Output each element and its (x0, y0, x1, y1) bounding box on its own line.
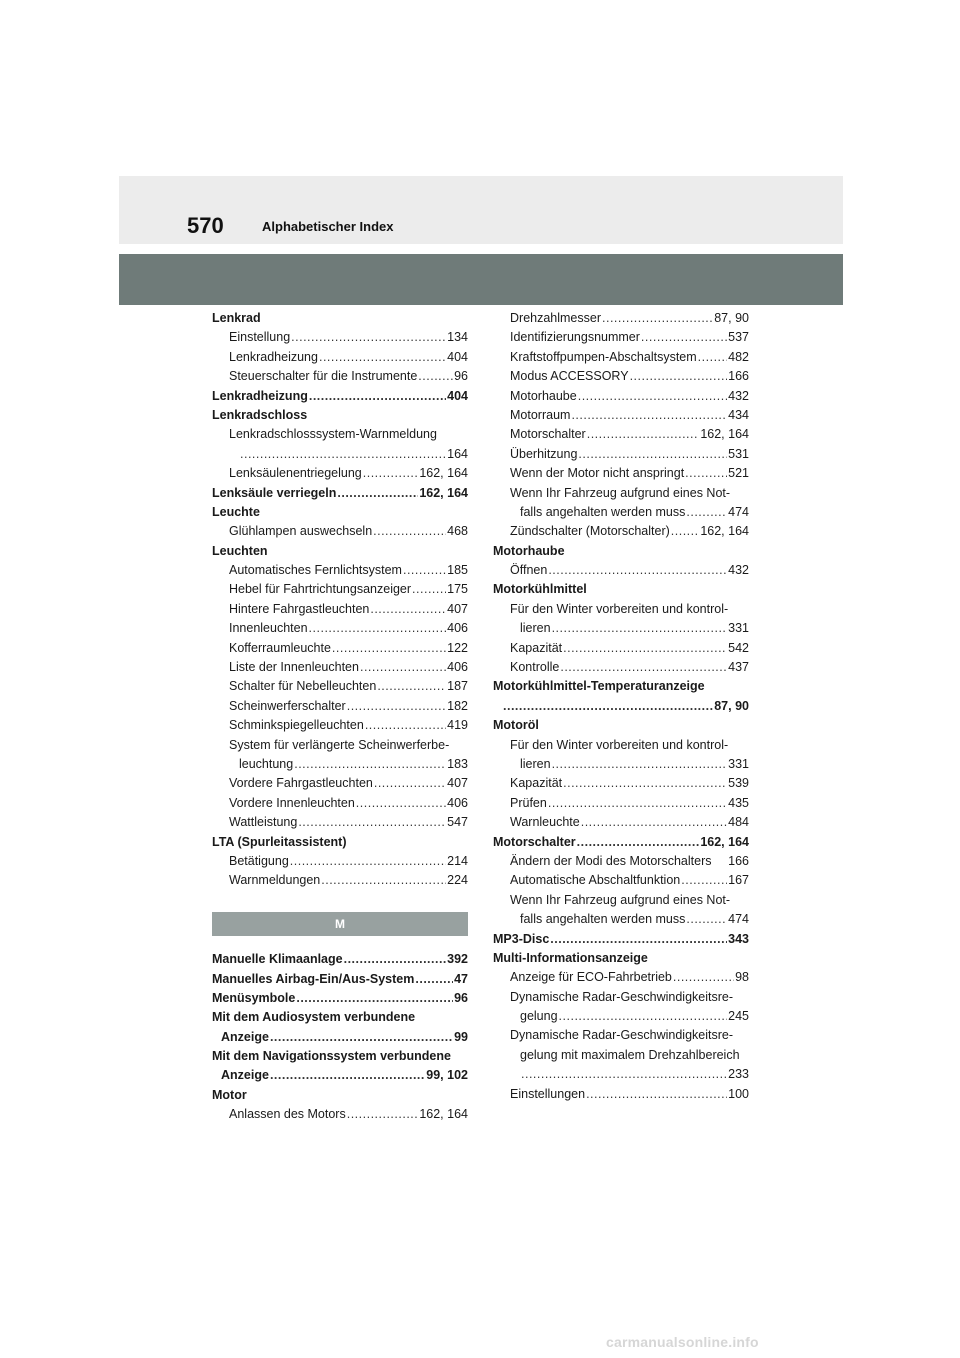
dot-leader (586, 1085, 727, 1104)
entry-term: Mit dem Navigationssystem verbundene (212, 1049, 451, 1064)
index-list-l (212, 309, 468, 891)
entry-term: Lenkradschlosssystem-Warnmeldung (229, 427, 437, 442)
index-entry (212, 716, 468, 735)
entry-term: Überhitzung (510, 446, 578, 461)
index-entry (212, 348, 468, 367)
dot-leader (578, 387, 727, 406)
dot-leader (548, 794, 727, 813)
entry-page-ref: 98 (735, 970, 749, 985)
dot-leader (298, 813, 446, 832)
entry-term: lieren (520, 756, 551, 771)
entry-term: gelung mit maximalem Drehzahlbereich (520, 1047, 740, 1062)
index-entry (493, 561, 749, 580)
dot-leader (548, 561, 727, 580)
index-entry (212, 852, 468, 871)
index-entry (493, 522, 749, 541)
entry-page-ref: 435 (728, 795, 749, 810)
index-entry (493, 600, 749, 619)
index-entry (212, 1028, 468, 1047)
dot-leader (552, 755, 728, 774)
entry-term: Manuelle Klimaanlage (212, 952, 343, 967)
index-entry (212, 406, 468, 425)
entry-page-ref: 542 (728, 640, 749, 655)
index-entry (493, 425, 749, 444)
dot-leader (377, 677, 446, 696)
entry-term: Manuelles Airbag-Ein/Aus-System (212, 971, 415, 986)
index-entry (493, 503, 749, 522)
index-entry (212, 387, 468, 406)
index-entry (212, 658, 468, 677)
entry-page-ref: 87, 90 (714, 698, 749, 713)
entry-term: Für den Winter vorbereiten und kontrol- (510, 737, 729, 752)
dot-leader (240, 445, 446, 464)
dot-leader (571, 406, 727, 425)
dot-leader (365, 716, 446, 735)
entry-term: Anzeige (221, 1068, 269, 1083)
entry-term: Kapazität (510, 776, 563, 791)
entry-page-ref: 419 (447, 718, 468, 733)
entry-page-ref: 122 (447, 640, 468, 655)
dot-leader (321, 871, 446, 890)
entry-term: Zündschalter (Motorschalter) (510, 524, 670, 539)
index-column-left (212, 309, 468, 1125)
index-entry (493, 1007, 749, 1026)
entry-term: Betätigung (229, 853, 289, 868)
entry-page-ref: 331 (728, 621, 749, 636)
entry-page-ref: 99 (454, 1029, 468, 1044)
entry-term: Steuerschalter für die Instrumente (229, 369, 418, 384)
index-entry (493, 387, 749, 406)
index-entry (493, 949, 749, 968)
entry-term: Dynamische Radar-Geschwindigkeitsre- (510, 1028, 733, 1043)
entry-term: Motorhaube (510, 388, 577, 403)
entry-term: Warnleuchte (510, 815, 580, 830)
entry-term: Motorraum (510, 407, 571, 422)
entry-term: Motorschalter (493, 834, 576, 849)
entry-page-ref: 96 (454, 369, 468, 384)
watermark: carmanualsonline.info (606, 1334, 759, 1350)
dot-leader (363, 464, 419, 483)
entry-page-ref: 547 (447, 815, 468, 830)
dot-leader (578, 445, 727, 464)
index-entry (493, 619, 749, 638)
dot-leader (686, 910, 727, 929)
entry-term: lieren (520, 621, 551, 636)
index-entry (212, 794, 468, 813)
entry-page-ref: 468 (447, 524, 468, 539)
index-entry (212, 1047, 468, 1066)
entry-term: Lenkradheizung (212, 388, 308, 403)
index-entry (493, 1065, 749, 1084)
entry-page-ref: 162, 164 (700, 834, 749, 849)
index-entry (212, 464, 468, 483)
entry-term: Menüsymbole (212, 990, 296, 1005)
dot-leader (563, 774, 727, 793)
entry-term: Schalter für Nebelleuchten (229, 679, 377, 694)
dot-leader (270, 1066, 425, 1085)
entry-term: Ändern der Modi des Motorschalters (510, 853, 712, 868)
dot-leader (560, 658, 727, 677)
entry-term: Liste der Innenleuchten (229, 660, 359, 675)
index-column-right (493, 309, 749, 1104)
entry-term: System für verlängerte Scheinwerferbe- (229, 737, 450, 752)
dot-leader (552, 619, 728, 638)
entry-term: Motor (212, 1087, 247, 1102)
entry-term: Motoröl (493, 718, 539, 733)
entry-term: Automatische Abschaltfunktion (510, 873, 681, 888)
entry-term: Vordere Fahrgastleuchten (229, 776, 373, 791)
entry-term: Lenksäule verriegeln (212, 485, 337, 500)
dot-leader (698, 348, 727, 367)
index-entry (212, 677, 468, 696)
dot-leader (641, 328, 727, 347)
entry-page-ref: 531 (728, 446, 749, 461)
entry-term: Dynamische Radar-Geschwindigkeitsre- (510, 989, 733, 1004)
index-entry (212, 755, 468, 774)
dot-leader (521, 1065, 727, 1084)
dot-leader (587, 425, 700, 444)
entry-page-ref: 185 (447, 563, 468, 578)
index-entry (493, 833, 749, 852)
dot-leader (577, 833, 700, 852)
entry-page-ref: 164 (447, 446, 468, 461)
entry-page-ref: 392 (447, 952, 468, 967)
entry-term: Schminkspiegelleuchten (229, 718, 364, 733)
index-entry (212, 600, 468, 619)
dot-leader (309, 387, 446, 406)
entry-term: Einstellung (229, 330, 291, 345)
dot-leader (418, 367, 453, 386)
entry-term: Lenkrad (212, 311, 261, 325)
entry-term: Motorkühlmittel (493, 582, 587, 597)
index-entry (493, 852, 749, 871)
dot-leader (559, 1007, 728, 1026)
entry-page-ref: 187 (447, 679, 468, 694)
dot-leader (270, 1028, 453, 1047)
index-entry (212, 813, 468, 832)
entry-term: LTA (Spurleitassistent) (212, 834, 347, 849)
header-band (119, 254, 843, 305)
index-entry (212, 328, 468, 347)
index-entry (493, 677, 749, 696)
entry-term: Scheinwerferschalter (229, 698, 346, 713)
entry-page-ref: 224 (447, 873, 468, 888)
entry-term: Einstellungen (510, 1086, 586, 1101)
index-entry (493, 367, 749, 386)
entry-page-ref: 166 (728, 853, 749, 868)
entry-term: Motorschalter (510, 427, 586, 442)
index-entry (493, 1026, 749, 1045)
index-entry (212, 871, 468, 890)
entry-page-ref: 474 (728, 912, 749, 927)
index-list-m (212, 950, 468, 1125)
index-entry (493, 716, 749, 735)
dot-leader (630, 367, 728, 386)
entry-page-ref: 406 (447, 795, 468, 810)
index-list-m-continued (493, 309, 749, 1104)
dot-leader (602, 309, 713, 328)
entry-term: Anzeige (221, 1029, 269, 1044)
entry-term: Multi-Informationsanzeige (493, 950, 648, 965)
entry-term: Leuchten (212, 543, 268, 558)
dot-leader (673, 968, 734, 987)
entry-page-ref: 183 (447, 756, 468, 771)
dot-leader (415, 970, 453, 989)
entry-term: Automatisches Fernlichtsystem (229, 563, 402, 578)
dot-leader (356, 794, 446, 813)
index-entry (212, 309, 468, 328)
index-entry (212, 522, 468, 541)
entry-term: Anzeige für ECO-Fahrbetrieb (510, 970, 672, 985)
index-entry (493, 930, 749, 949)
entry-term: Modus ACCESSORY (510, 369, 629, 384)
entry-page-ref: 47 (454, 971, 468, 986)
index-entry (493, 580, 749, 599)
entry-page-ref: 175 (447, 582, 468, 597)
entry-term: Wattleistung (229, 815, 298, 830)
index-entry (493, 542, 749, 561)
dot-leader (374, 774, 446, 793)
index-entry (493, 348, 749, 367)
entry-page-ref: 87, 90 (714, 311, 749, 325)
index-entry (212, 561, 468, 580)
entry-term: Kapazität (510, 640, 563, 655)
index-entry (212, 445, 468, 464)
index-entry (212, 639, 468, 658)
index-entry (212, 367, 468, 386)
index-entry (212, 1105, 468, 1124)
entry-page-ref: 432 (728, 563, 749, 578)
entry-page-ref: 162, 164 (419, 485, 468, 500)
index-entry (493, 445, 749, 464)
entry-term: Prüfen (510, 795, 547, 810)
index-entry (212, 833, 468, 852)
entry-term: Warnmeldungen (229, 873, 321, 888)
entry-page-ref: 432 (728, 388, 749, 403)
entry-term: falls angehalten werden muss (520, 912, 686, 927)
dot-leader (332, 639, 446, 658)
entry-page-ref: 434 (728, 407, 749, 422)
index-entry (493, 484, 749, 503)
index-entry (212, 950, 468, 969)
dot-leader (294, 755, 446, 774)
entry-page-ref: 404 (447, 349, 468, 364)
page-number: 570 (187, 213, 224, 238)
index-entry (493, 968, 749, 987)
entry-page-ref: 484 (728, 815, 749, 830)
entry-page-ref: 162, 164 (700, 427, 749, 442)
index-entry (212, 425, 468, 444)
entry-page-ref: 482 (728, 349, 749, 364)
index-entry (493, 794, 749, 813)
index-entry (212, 697, 468, 716)
dot-leader (686, 503, 727, 522)
index-entry (493, 755, 749, 774)
entry-term: Wenn Ihr Fahrzeug aufgrund eines Not- (510, 892, 731, 907)
letter-band-label: M (335, 917, 345, 932)
entry-page-ref: 134 (447, 330, 468, 345)
dot-leader (503, 697, 713, 716)
entry-page-ref: 182 (447, 698, 468, 713)
entry-page-ref: 214 (447, 853, 468, 868)
entry-term: Mit dem Audiosystem verbundene (212, 1010, 416, 1025)
index-entry (493, 871, 749, 890)
index-entry (493, 639, 749, 658)
index-entry (493, 736, 749, 755)
index-entry (212, 503, 468, 522)
entry-term: Motorkühlmittel-Temperaturanzeige (493, 679, 705, 694)
entry-page-ref: 407 (447, 776, 468, 791)
entry-page-ref: 162, 164 (419, 466, 468, 481)
index-entry (212, 1008, 468, 1027)
index-entry (493, 406, 749, 425)
entry-term: falls angehalten werden muss (520, 504, 686, 519)
dot-leader (671, 522, 700, 541)
entry-page-ref: 343 (728, 931, 749, 946)
index-entry (212, 1066, 468, 1085)
entry-page-ref: 162, 164 (419, 1107, 468, 1122)
entry-page-ref: 407 (447, 601, 468, 616)
entry-term: Lenkradschloss (212, 407, 308, 422)
dot-leader (373, 522, 446, 541)
entry-term: Lenksäulenentriegelung (229, 466, 362, 481)
entry-term: leuchtung (239, 756, 294, 771)
dot-leader (685, 464, 727, 483)
dot-leader (370, 600, 446, 619)
entry-term: Innenleuchten (229, 621, 308, 636)
dot-leader (563, 639, 727, 658)
dot-leader (347, 1105, 419, 1124)
entry-term: gelung (520, 1009, 558, 1024)
entry-term: Leuchte (212, 504, 260, 519)
entry-page-ref: 162, 164 (700, 524, 749, 539)
entry-term: MP3-Disc (493, 931, 550, 946)
entry-page-ref: 474 (728, 504, 749, 519)
entry-page-ref: 167 (728, 873, 749, 888)
index-entry (493, 309, 749, 328)
index-entry (212, 774, 468, 793)
dot-leader (296, 989, 453, 1008)
entry-term: Kontrolle (510, 660, 560, 675)
entry-page-ref: 406 (447, 621, 468, 636)
entry-page-ref: 331 (728, 756, 749, 771)
entry-page-ref: 521 (728, 466, 749, 481)
entry-page-ref: 96 (454, 990, 468, 1005)
entry-page-ref: 100 (728, 1086, 749, 1101)
index-entry (212, 1086, 468, 1105)
index-entry (493, 1085, 749, 1104)
entry-page-ref: 166 (728, 369, 749, 384)
page-header (119, 176, 843, 244)
dot-leader (290, 852, 446, 871)
entry-term: Kraftstoffpumpen-Abschaltsystem (510, 349, 697, 364)
index-entry (493, 910, 749, 929)
entry-term: Wenn der Motor nicht anspringt (510, 466, 685, 481)
index-entry (493, 464, 749, 483)
dot-leader (347, 697, 446, 716)
entry-page-ref: 437 (728, 660, 749, 675)
section-title: Alphabetischer Index (262, 219, 394, 234)
entry-term: Drehzahlmesser (510, 311, 602, 325)
entry-term: Hebel für Fahrtrichtungsanzeiger (229, 582, 412, 597)
dot-leader (403, 561, 446, 580)
dot-leader (344, 950, 447, 969)
entry-page-ref: 537 (728, 330, 749, 345)
index-entry (493, 891, 749, 910)
index-entry (493, 328, 749, 347)
dot-leader (291, 328, 446, 347)
index-entry (212, 736, 468, 755)
dot-leader (550, 930, 727, 949)
entry-page-ref: 245 (728, 1009, 749, 1024)
entry-term: Für den Winter vorbereiten und kontrol- (510, 601, 729, 616)
entry-term: Wenn Ihr Fahrzeug aufgrund eines Not- (510, 485, 731, 500)
letter-band-m (212, 912, 468, 936)
index-entry (493, 774, 749, 793)
index-entry (212, 580, 468, 599)
entry-page-ref: 99, 102 (426, 1068, 468, 1083)
dot-leader (581, 813, 727, 832)
dot-leader (337, 484, 418, 503)
index-entry (212, 484, 468, 503)
entry-term: Öffnen (510, 563, 548, 578)
entry-term: Motorhaube (493, 543, 565, 558)
dot-leader (309, 619, 447, 638)
entry-page-ref: 233 (728, 1067, 749, 1082)
entry-term: Vordere Innenleuchten (229, 795, 355, 810)
index-entry (212, 619, 468, 638)
dot-leader (319, 348, 446, 367)
entry-page-ref: 539 (728, 776, 749, 791)
entry-page-ref: 404 (447, 388, 468, 403)
entry-term: Identifizierungsnummer (510, 330, 640, 345)
index-entry (212, 989, 468, 1008)
dot-leader (681, 871, 727, 890)
index-entry (212, 542, 468, 561)
dot-leader (360, 658, 446, 677)
index-entry (212, 970, 468, 989)
index-entry (493, 697, 749, 716)
index-entry (493, 1046, 749, 1065)
spacer (212, 891, 468, 910)
entry-page-ref: 406 (447, 660, 468, 675)
entry-term: Kofferraumleuchte (229, 640, 331, 655)
dot-leader (412, 580, 446, 599)
entry-term: Hintere Fahrgastleuchten (229, 601, 370, 616)
entry-term: Lenkradheizung (229, 349, 318, 364)
index-entry (493, 813, 749, 832)
entry-term: Anlassen des Motors (229, 1107, 346, 1122)
index-entry (493, 658, 749, 677)
entry-term: Glühlampen auswechseln (229, 524, 373, 539)
index-entry (493, 988, 749, 1007)
